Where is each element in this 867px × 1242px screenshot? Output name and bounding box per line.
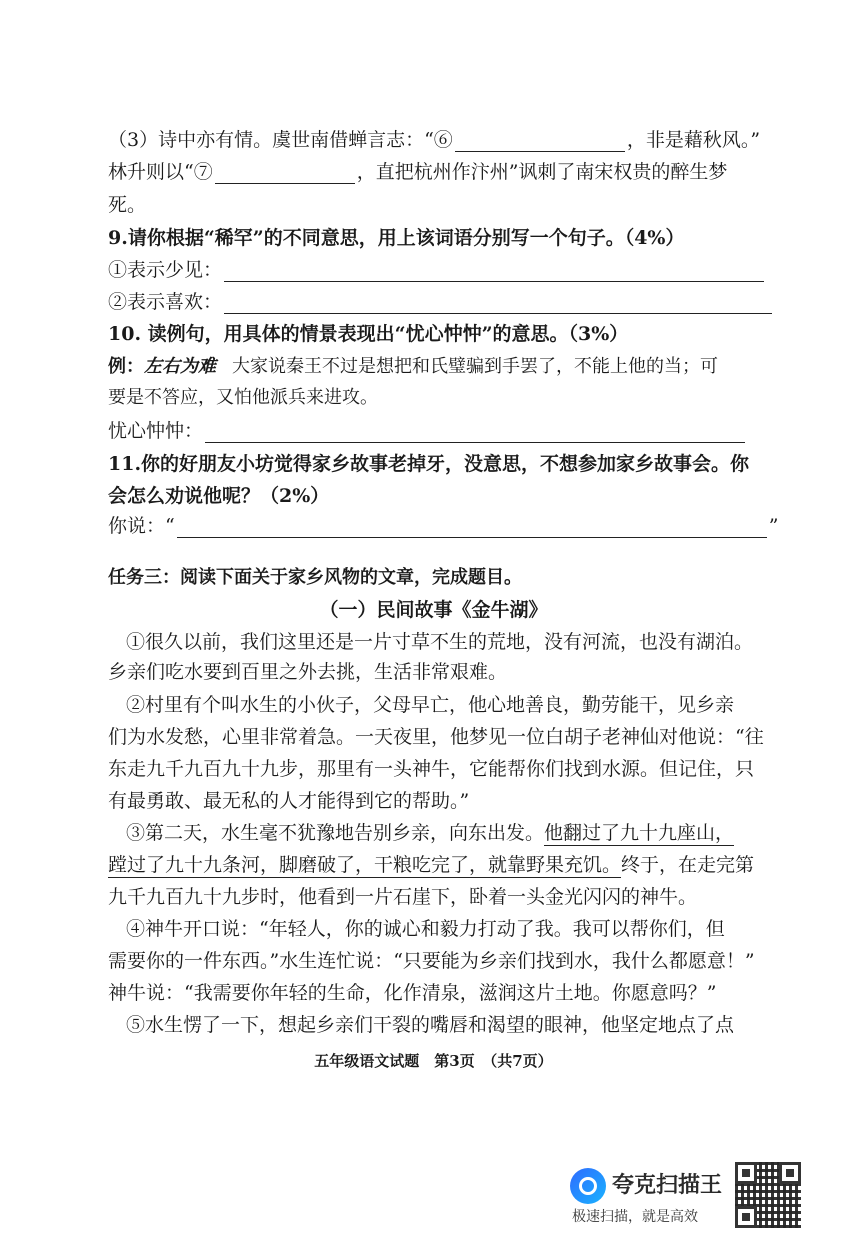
q8-line-3: 死。 xyxy=(108,194,147,216)
q10-example-word: 左右为难 xyxy=(144,356,216,377)
q9-item-1 xyxy=(108,258,766,282)
p2-line-4: 有最勇敢、最无私的人才能得到它的帮助。” xyxy=(108,790,470,812)
q9-item-2 xyxy=(108,290,774,314)
q10-title: 10. 读例句，用具体的情景表现出“忧心忡忡”的意思。（3%） xyxy=(108,323,629,345)
q8-line-1 xyxy=(108,128,760,152)
q10-example-line-2: 要是不答应，又怕他派兵来进攻。 xyxy=(108,387,378,408)
q11-answer-line xyxy=(108,514,778,538)
q11-title-2: 会怎么劝说他呢？（2%） xyxy=(108,485,330,507)
q9-title: 9.请你根据“稀罕”的不同意思，用上该词语分别写一个句子。（4%） xyxy=(108,227,685,249)
q10-example-line-1 xyxy=(108,355,718,379)
q10-answer-line xyxy=(108,419,747,443)
p3-line-3: 九千九百九十九步时，他看到一片石崖下，卧着一头金光闪闪的神牛。 xyxy=(108,886,698,908)
q11-answer-open: 你说：“ xyxy=(108,515,175,537)
qr-code-icon xyxy=(735,1162,801,1228)
task3-heading: 任务三：阅读下面关于家乡风物的文章，完成题目。 xyxy=(108,567,522,588)
p5-line-1: ⑤水生愣了一下，想起乡亲们干裂的嘴唇和渴望的眼神，他坚定地点了点 xyxy=(126,1014,735,1036)
answer-blank-6[interactable] xyxy=(455,131,625,152)
q8-line-2-text-b: ，直把杭州作汴州”讽刺了南宋权贵的醉生梦 xyxy=(356,161,728,183)
q11-title-1: 11.你的好朋友小坊觉得家乡故事老掉牙，没意思，不想参加家乡故事会。你 xyxy=(108,453,750,475)
p4-line-2: 需要你的一件东西。”水生连忙说：“只要能为乡亲们找到水，我什么都愿意！” xyxy=(108,950,755,972)
story-title: （一）民间故事《金牛湖》 xyxy=(319,599,548,621)
p4-line-3: 神牛说：“我需要你年轻的生命，化作清泉，滋润这片土地。你愿意吗？” xyxy=(108,982,717,1004)
p4-line-1: ④神牛开口说：“年轻人，你的诚心和毅力打动了我。我可以帮你们，但 xyxy=(126,918,725,940)
p3-line-1-text: ③第二天，水生毫不犹豫地告别乡亲，向东出发。 xyxy=(126,822,545,844)
q10-answer-blank[interactable] xyxy=(205,422,745,443)
q9-answer-blank-1[interactable] xyxy=(224,261,764,282)
qr-finder-corner xyxy=(735,1162,757,1184)
q9-item-2-label: ②表示喜欢： xyxy=(108,291,223,313)
p3-underlined-sentence-a: 他翻过了九十九座山， xyxy=(544,822,735,844)
q8-line-2 xyxy=(108,160,727,184)
scanner-brand xyxy=(570,1160,730,1230)
q10-example-text-1: 大家说秦王不过是想把和氏璧骗到手罢了，不能上他的当；可 xyxy=(232,356,718,377)
qr-finder-corner xyxy=(779,1162,801,1184)
p3-underlined-sentence-b: 蹚过了九十九条河，脚磨破了，干粮吃完了，就靠野果充饥。 xyxy=(108,854,622,876)
answer-blank-7[interactable] xyxy=(215,163,355,184)
p3-line-2 xyxy=(108,853,754,877)
brand-slogan: 极速扫描，就是高效 xyxy=(572,1209,698,1225)
q9-answer-blank-2[interactable] xyxy=(224,293,772,314)
p1-line-1: ①很久以前，我们这里还是一片寸草不生的荒地，没有河流，也没有湖泊。 xyxy=(126,631,754,653)
p1-line-2: 乡亲们吃水要到百里之外去挑，生活非常艰难。 xyxy=(108,661,508,683)
p2-line-1: ②村里有个叫水生的小伙子，父母早亡，他心地善良，勤劳能干，见乡亲 xyxy=(126,694,735,716)
p3-line-1 xyxy=(126,821,734,845)
p2-line-3: 东走九千九百九十九步，那里有一头神牛，它能帮你们找到水源。但记住，只 xyxy=(108,758,755,780)
brand-name: 夸克扫描王 xyxy=(612,1173,723,1198)
qr-finder-corner xyxy=(735,1206,757,1228)
q11-answer-close: ” xyxy=(768,515,779,537)
q8-line-1-text-a: （3）诗中亦有情。虞世南借蝉言志：“⑥ xyxy=(108,129,453,151)
p3-line-2-text: 终于，在走完第 xyxy=(621,854,755,876)
q8-line-2-text-a: 林升则以“⑦ xyxy=(108,161,213,183)
q9-item-1-label: ①表示少见： xyxy=(108,259,223,281)
page-footer: 五年级语文试题 第3页 （共7页） xyxy=(314,1052,553,1070)
q10-example-label: 例： xyxy=(108,356,144,377)
q8-line-1-text-b: ，非是藉秋风。” xyxy=(626,129,761,151)
q10-answer-label: 忧心忡忡： xyxy=(108,420,204,442)
quark-logo-icon xyxy=(570,1168,606,1204)
p2-line-2: 们为水发愁，心里非常着急。一天夜里，他梦见一位白胡子老神仙对他说：“往 xyxy=(108,726,764,748)
q11-answer-blank[interactable] xyxy=(177,517,767,538)
